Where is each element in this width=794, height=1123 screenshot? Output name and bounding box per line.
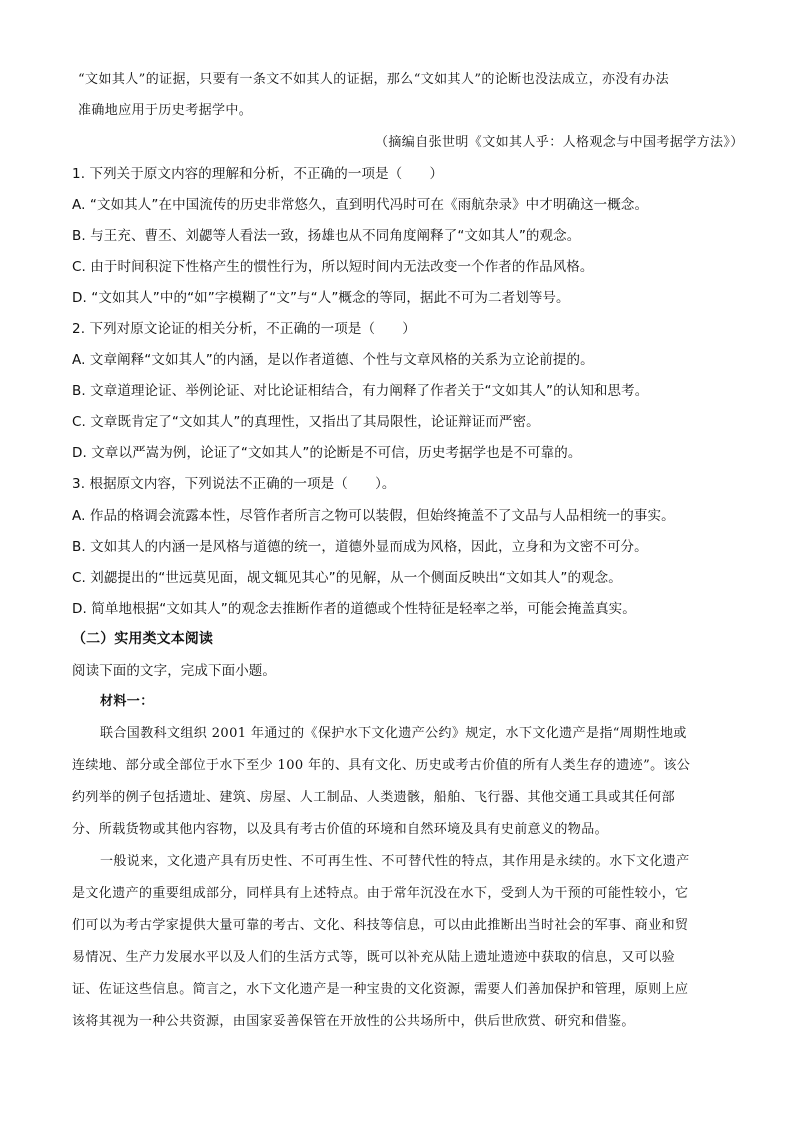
section-instruction: 阅读下面的文字，完成下面小题。 xyxy=(72,663,276,679)
question-2-option-a: A. 文章阐释“文如其人”的内涵，是以作者道德、个性与文章风格的关系为立论前提的。 xyxy=(72,352,594,368)
question-1-option-b: B. 与王充、曹丕、刘勰等人看法一致，扬雄也从不同角度阐释了“文如其人”的观念。 xyxy=(72,228,581,244)
question-3-option-a: A. 作品的格调会流露本性，尽管作者所言之物可以装假，但始终掩盖不了文品与人品相统一的事实。 xyxy=(72,508,675,524)
question-2-option-d: D. 文章以严嵩为例，论证了“文如其人”的论断是不可信，历史考据学也是不可靠的。 xyxy=(72,445,582,461)
question-1-stem: 1. 下列关于原文内容的理解和分析，不正确的一项是（ ） xyxy=(72,166,444,182)
material-paragraph-line: 易情况、生产力发展水平以及人们的生活方式等，既可以补充从陆上遗址遗迹中获取的信息，又可以验 xyxy=(72,950,676,965)
question-1-option-c: C. 由于时间积淀下性格产生的惯性行为，所以短时间内无法改变一个作者的作品风格。 xyxy=(72,259,594,275)
passage-source-citation: （摘编自张世明《文如其人乎：人格观念与中国考据学方法》） xyxy=(375,135,744,150)
material-paragraph-line: 是文化遗产的重要组成部分，同样具有上述特点。由于常年沉没在水下，受到人为干预的可能性较小，它 xyxy=(72,886,689,901)
passage-text-line: “文如其人”的证据，只要有一条文不如其人的证据，那么“文如其人”的论断也没法成立，亦没有办法 xyxy=(78,72,669,87)
question-1-option-d: D. “文如其人”中的“如”字模糊了“文”与“人”概念的等同，据此不可为二者划等号。 xyxy=(72,290,570,306)
material-paragraph-line: 联合国教科文组织 2001 年通过的《保护水下文化遗产公约》规定，水下文化遗产是指“周期性地或 xyxy=(100,726,687,741)
question-2-option-c: C. 文章既肯定了“文如其人”的真理性，又指出了其局限性，论证辩证而严密。 xyxy=(72,414,540,430)
material-label: 材料一： xyxy=(100,694,154,709)
question-3-stem: 3. 根据原文内容，下列说法不正确的一项是（ ）。 xyxy=(72,476,396,492)
material-paragraph-line: 连续地、部分或全部位于水下至少 100 年的、具有文化、历史或考古价值的所有人类生存的遗迹”。该公 xyxy=(72,758,691,773)
material-paragraph-line: 约列举的例子包括遗址、建筑、房屋、人工制品、人类遗骸，船舶、飞行器、其他交通工具或其任何部 xyxy=(72,790,676,805)
material-paragraph-line: 们可以为考古学家提供大量可靠的考古、文化、科技等信息，可以由此推断出当时社会的军事、商业和贸 xyxy=(72,918,689,933)
question-3-option-d: D. 简单地根据“文如其人”的观念去推断作者的道德或个性特征是轻率之举，可能会掩盖真实。 xyxy=(72,601,636,617)
material-paragraph-line: 分、所载货物或其他内容物，以及具有考古价值的环境和自然环境及具有史前意义的物品。 xyxy=(72,822,609,837)
material-paragraph-line: 证、佐证这些信息。简言之，水下文化遗产是一种宝贵的文化资源，需要人们善加保护和管理，原则上应 xyxy=(72,982,689,997)
passage-text-line: 准确地应用于历史考据学中。 xyxy=(78,103,253,118)
question-3-option-b: B. 文如其人的内涵一是风格与道德的统一，道德外显而成为风格，因此，立身和为文密不可分。 xyxy=(72,539,648,555)
section-heading: （二）实用类文本阅读 xyxy=(72,631,213,647)
material-paragraph-line: 该将其视为一种公共资源，由国家妥善保管在开放性的公共场所中，供后世欣赏、研究和借鉴。 xyxy=(72,1014,635,1029)
question-1-option-a: A. “文如其人”在中国流传的历史非常悠久，直到明代冯时可在《雨航杂录》中才明确这一概念。 xyxy=(72,197,649,213)
material-paragraph-line: 一般说来，文化遗产具有历史性、不可再生性、不可替代性的特点，其作用是永续的。水下文化遗产 xyxy=(100,854,690,869)
question-2-option-b: B. 文章道理论证、举例论证、对比论证相结合，有力阐释了作者关于“文如其人”的认知和思考。 xyxy=(72,383,649,399)
question-2-stem: 2. 下列对原文论证的相关分析，不正确的一项是（ ） xyxy=(72,321,416,337)
question-3-option-c: C. 刘勰提出的“世远莫见面，觇文辄见其心”的见解，从一个侧面反映出“文如其人”的观念。 xyxy=(72,570,622,586)
